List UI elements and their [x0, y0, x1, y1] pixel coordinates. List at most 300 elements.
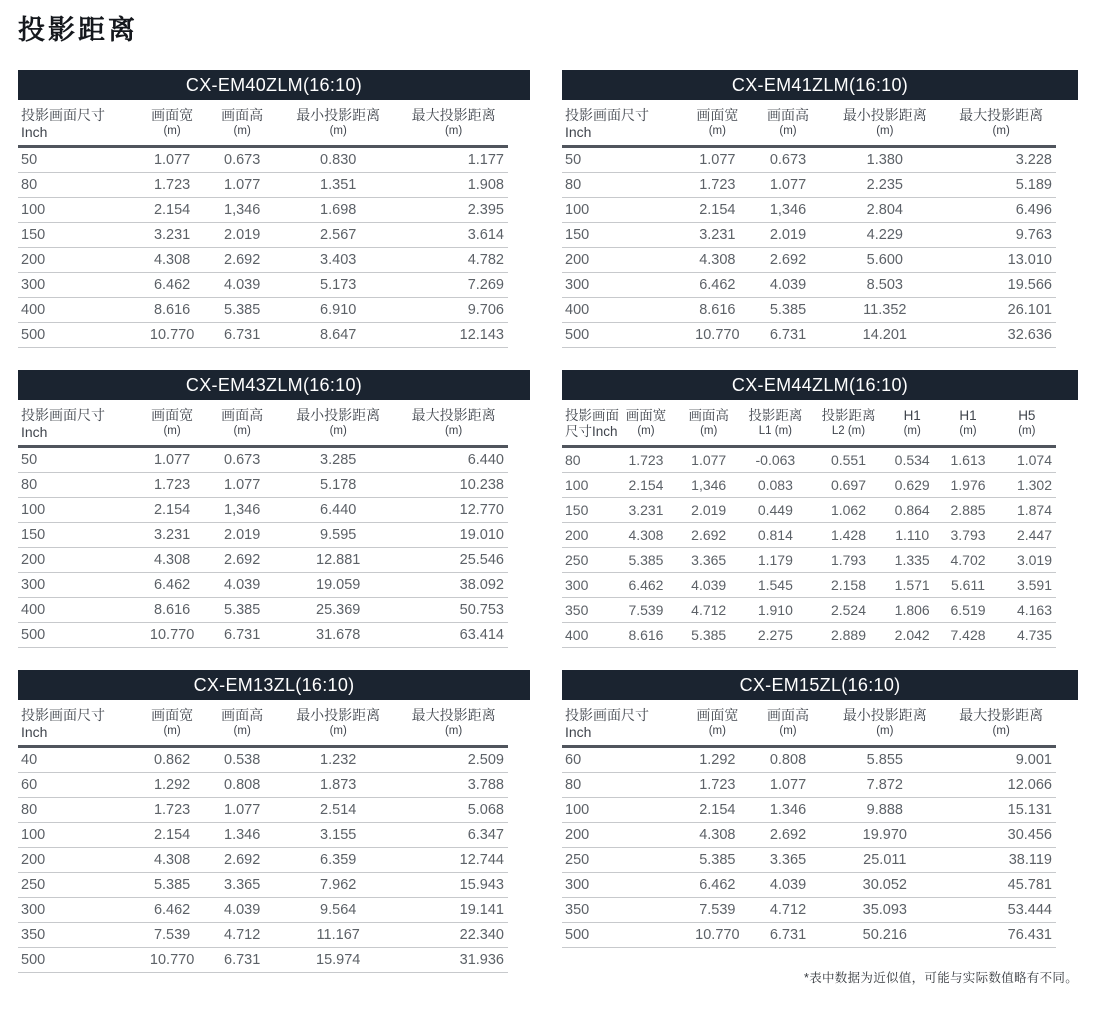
column-unit: (m) — [329, 725, 347, 738]
column-title: 画面宽 — [625, 408, 667, 424]
value-cell: 1.077 — [678, 447, 740, 473]
spec-table-cx-em41zlm — [562, 70, 1078, 348]
value-cell: 1.062 — [811, 498, 886, 523]
value-cell: 0.808 — [753, 747, 824, 773]
table-row — [18, 473, 508, 498]
column-header — [811, 400, 886, 447]
size-cell: 350 — [562, 898, 682, 923]
size-cell: 500 — [562, 923, 682, 948]
value-cell: 25.546 — [399, 548, 508, 573]
value-cell: 3.155 — [277, 823, 399, 848]
column-title: 最小投影距离 — [296, 707, 381, 724]
size-cell: 60 — [18, 773, 137, 798]
column-title: 画面宽 — [151, 407, 194, 424]
value-cell: 1.302 — [998, 473, 1056, 498]
value-cell: 1.723 — [137, 173, 207, 198]
value-cell: 1.177 — [399, 147, 508, 173]
column-title: 投影距离 — [821, 408, 876, 424]
value-cell: 1.351 — [277, 173, 399, 198]
size-cell: 80 — [18, 173, 137, 198]
table-row — [18, 747, 508, 773]
size-cell: 300 — [18, 273, 137, 298]
table-row — [562, 573, 1056, 598]
spec-table-cx-em44zlm — [562, 370, 1078, 648]
column-unit: (m) — [779, 125, 797, 138]
size-cell: 200 — [18, 248, 137, 273]
value-cell: 0.814 — [740, 523, 811, 548]
value-cell: 4.702 — [938, 548, 997, 573]
column-header-row — [562, 100, 1056, 147]
size-cell: 100 — [18, 823, 137, 848]
column-title: 投影画面尺寸 — [21, 107, 105, 124]
value-cell: 12.066 — [946, 773, 1056, 798]
table-row — [562, 823, 1056, 848]
value-cell: 4.308 — [682, 248, 753, 273]
column-unit: (m) — [329, 125, 347, 138]
value-cell: 1.346 — [753, 798, 824, 823]
table-row — [18, 898, 508, 923]
value-cell: 1.077 — [137, 447, 207, 473]
table-title-bar — [562, 70, 1078, 100]
value-cell: 1.077 — [753, 173, 824, 198]
column-unit: (m) — [876, 125, 894, 138]
table-row — [18, 273, 508, 298]
value-cell: 2.154 — [137, 498, 207, 523]
column-title: 画面宽 — [151, 707, 194, 724]
table-row — [562, 623, 1056, 648]
last-cell — [562, 670, 1078, 986]
column-header-row — [562, 700, 1056, 747]
table-row — [562, 498, 1056, 523]
tables-grid — [18, 70, 1078, 986]
spec-table-cx-em40zlm — [18, 70, 530, 348]
table-row — [18, 948, 508, 973]
column-header — [207, 700, 277, 747]
table-row — [18, 598, 508, 623]
value-cell: 3.365 — [207, 873, 277, 898]
column-title: 画面宽 — [151, 107, 194, 124]
table-row — [562, 248, 1056, 273]
value-cell: 32.636 — [946, 323, 1056, 348]
table-model-title: CX-EM44ZLM(16:10) — [731, 374, 909, 395]
size-cell: 80 — [18, 473, 137, 498]
column-header — [399, 700, 508, 747]
value-cell: 38.092 — [399, 573, 508, 598]
table-model-title: CX-EM15ZL(16:10) — [739, 674, 901, 695]
value-cell: 9.001 — [946, 747, 1056, 773]
value-cell: 1.232 — [277, 747, 399, 773]
column-unit: (m) — [700, 425, 718, 438]
column-header — [998, 400, 1056, 447]
projection-distance-table — [562, 700, 1056, 948]
size-cell: 100 — [562, 473, 614, 498]
projection-distance-table — [562, 400, 1056, 648]
value-cell: 2.042 — [886, 623, 938, 648]
value-cell: 6.731 — [207, 623, 277, 648]
value-cell: 4.039 — [207, 573, 277, 598]
column-header — [823, 100, 946, 147]
value-cell: 1.292 — [137, 773, 207, 798]
value-cell: 1.613 — [938, 447, 997, 473]
column-header — [753, 700, 824, 747]
value-cell: 4.229 — [823, 223, 946, 248]
column-unit: (m) — [959, 425, 977, 438]
table-model-title: CX-EM43ZLM(16:10) — [185, 374, 363, 395]
value-cell: 1.698 — [277, 198, 399, 223]
value-cell: 5.611 — [938, 573, 997, 598]
value-cell: 6.462 — [137, 273, 207, 298]
value-cell: 1.806 — [886, 598, 938, 623]
table-row — [562, 447, 1056, 473]
value-cell: 6.496 — [946, 198, 1056, 223]
value-cell: 6.440 — [277, 498, 399, 523]
value-cell: 9.595 — [277, 523, 399, 548]
column-header-row — [18, 100, 508, 147]
value-cell: 1.723 — [614, 447, 677, 473]
size-cell: 50 — [18, 147, 137, 173]
value-cell: 7.539 — [614, 598, 677, 623]
column-header — [277, 400, 399, 447]
value-cell: 2.154 — [614, 473, 677, 498]
value-cell: 12.881 — [277, 548, 399, 573]
column-header — [614, 400, 677, 447]
value-cell: 4.308 — [137, 548, 207, 573]
column-title: 画面高 — [221, 707, 264, 724]
value-cell: 4.712 — [207, 923, 277, 948]
value-cell: 3.228 — [946, 147, 1056, 173]
value-cell: 4.782 — [399, 248, 508, 273]
column-title: 最大投影距离 — [959, 107, 1044, 124]
column-header — [823, 700, 946, 747]
table-row — [562, 223, 1056, 248]
size-cell: 500 — [18, 623, 137, 648]
value-cell: 26.101 — [946, 298, 1056, 323]
value-cell: 1.723 — [682, 173, 753, 198]
size-cell: 400 — [18, 598, 137, 623]
value-cell: 4.308 — [614, 523, 677, 548]
value-cell: 3.788 — [399, 773, 508, 798]
column-unit: Inch — [21, 124, 48, 141]
value-cell: 19.141 — [399, 898, 508, 923]
value-cell: 4.039 — [207, 898, 277, 923]
value-cell: 4.039 — [753, 273, 824, 298]
value-cell: 15.943 — [399, 873, 508, 898]
column-unit: (m) — [708, 725, 726, 738]
table-row — [18, 498, 508, 523]
table-row — [562, 273, 1056, 298]
value-cell: 2.692 — [678, 523, 740, 548]
column-title: 画面宽 — [696, 707, 739, 724]
value-cell: 0.083 — [740, 473, 811, 498]
table-row — [562, 548, 1056, 573]
value-cell: 0.673 — [207, 447, 277, 473]
column-header — [682, 100, 753, 147]
value-cell: 5.068 — [399, 798, 508, 823]
column-unit: (m) — [779, 725, 797, 738]
table-row — [562, 848, 1056, 873]
value-cell: 0.830 — [277, 147, 399, 173]
value-cell: 6.731 — [753, 923, 824, 948]
value-cell: 6.462 — [682, 873, 753, 898]
value-cell: 5.385 — [753, 298, 824, 323]
size-cell: 200 — [18, 848, 137, 873]
column-title: 最大投影距离 — [411, 707, 496, 724]
table-row — [562, 798, 1056, 823]
value-cell: 19.010 — [399, 523, 508, 548]
size-cell: 60 — [562, 747, 682, 773]
table-row — [18, 848, 508, 873]
value-cell: 4.039 — [678, 573, 740, 598]
value-cell: 4.039 — [207, 273, 277, 298]
column-header — [18, 100, 137, 147]
value-cell: 2.692 — [207, 548, 277, 573]
value-cell: 25.011 — [823, 848, 946, 873]
table-row — [18, 447, 508, 473]
table-row — [18, 773, 508, 798]
value-cell: 1.074 — [998, 447, 1056, 473]
table-title-bar — [18, 370, 530, 400]
projection-distance-table — [18, 400, 508, 648]
column-title: 画面高 — [688, 408, 729, 424]
value-cell: 5.600 — [823, 248, 946, 273]
size-cell: 40 — [18, 747, 137, 773]
spec-table-cx-em13zl — [18, 670, 530, 973]
value-cell: 5.855 — [823, 747, 946, 773]
value-cell: 6.519 — [938, 598, 997, 623]
value-cell: 2.692 — [207, 848, 277, 873]
value-cell: 1.571 — [886, 573, 938, 598]
value-cell: 1.179 — [740, 548, 811, 573]
value-cell: 2.524 — [811, 598, 886, 623]
value-cell: 3.231 — [137, 523, 207, 548]
spec-table-cx-em43zlm — [18, 370, 530, 648]
size-cell: 350 — [562, 598, 614, 623]
value-cell: 4.712 — [753, 898, 824, 923]
column-title: 最小投影距离 — [842, 707, 927, 724]
value-cell: 2.154 — [137, 198, 207, 223]
value-cell: 6.462 — [614, 573, 677, 598]
value-cell: 0.449 — [740, 498, 811, 523]
value-cell: 2.235 — [823, 173, 946, 198]
value-cell: 2.275 — [740, 623, 811, 648]
value-cell: 30.456 — [946, 823, 1056, 848]
size-cell: 400 — [562, 623, 614, 648]
size-cell: 300 — [562, 273, 682, 298]
value-cell: 7.539 — [137, 923, 207, 948]
value-cell: 3.231 — [614, 498, 677, 523]
value-cell: 0.538 — [207, 747, 277, 773]
column-title: H5 — [1018, 408, 1036, 424]
column-unit: Inch — [565, 724, 592, 741]
value-cell: 50.216 — [823, 923, 946, 948]
column-title: 投影画面尺寸 — [21, 707, 105, 724]
value-cell: 8.616 — [614, 623, 677, 648]
value-cell: 1.335 — [886, 548, 938, 573]
value-cell: 22.340 — [399, 923, 508, 948]
size-cell: 200 — [562, 523, 614, 548]
column-header — [562, 100, 682, 147]
value-cell: 1.723 — [137, 473, 207, 498]
column-header — [678, 400, 740, 447]
size-cell: 350 — [18, 923, 137, 948]
value-cell: 2.692 — [753, 248, 824, 273]
table-row — [562, 147, 1056, 173]
value-cell: 0.534 — [886, 447, 938, 473]
value-cell: 3.019 — [998, 548, 1056, 573]
value-cell: 0.551 — [811, 447, 886, 473]
table-model-title: CX-EM13ZL(16:10) — [193, 674, 355, 695]
value-cell: 5.385 — [682, 848, 753, 873]
value-cell: 1,346 — [207, 498, 277, 523]
table-row — [562, 473, 1056, 498]
column-header — [562, 400, 619, 447]
table-model-title: CX-EM40ZLM(16:10) — [185, 74, 363, 95]
column-title: 最小投影距离 — [296, 407, 381, 424]
value-cell: 3.365 — [753, 848, 824, 873]
table-title-bar — [562, 670, 1078, 700]
value-cell: 6.462 — [137, 573, 207, 598]
value-cell: 12.770 — [399, 498, 508, 523]
column-unit: (m) — [876, 725, 894, 738]
size-cell: 250 — [562, 548, 614, 573]
column-title: 投影距离 — [748, 408, 803, 424]
value-cell: 7.872 — [823, 773, 946, 798]
value-cell: 1.908 — [399, 173, 508, 198]
value-cell: 2.395 — [399, 198, 508, 223]
value-cell: 2.019 — [678, 498, 740, 523]
value-cell: 14.201 — [823, 323, 946, 348]
value-cell: 3.365 — [678, 548, 740, 573]
size-cell: 200 — [562, 248, 682, 273]
value-cell: 6.731 — [207, 323, 277, 348]
value-cell: 4.039 — [753, 873, 824, 898]
column-title: 投影画面尺寸 — [21, 407, 105, 424]
size-cell: 400 — [18, 298, 137, 323]
column-unit: (m) — [637, 425, 655, 438]
projection-distance-table — [562, 100, 1056, 348]
table-model-title: CX-EM41ZLM(16:10) — [731, 74, 909, 95]
column-header — [277, 100, 399, 147]
table-row — [562, 747, 1056, 773]
value-cell: 1.110 — [886, 523, 938, 548]
value-cell: 7.539 — [682, 898, 753, 923]
column-title: 投影画面尺寸 — [565, 107, 649, 124]
size-cell: 150 — [18, 523, 137, 548]
value-cell: 4.308 — [137, 848, 207, 873]
value-cell: 1.380 — [823, 147, 946, 173]
value-cell: 2.154 — [682, 198, 753, 223]
value-cell: 6.731 — [753, 323, 824, 348]
table-row — [562, 773, 1056, 798]
column-header — [137, 700, 207, 747]
size-cell: 80 — [562, 173, 682, 198]
table-title-bar — [562, 370, 1078, 400]
value-cell: 13.010 — [946, 248, 1056, 273]
size-cell: 150 — [562, 498, 614, 523]
value-cell: 1.077 — [682, 147, 753, 173]
column-title: 最大投影距离 — [411, 107, 496, 124]
value-cell: 45.781 — [946, 873, 1056, 898]
value-cell: 9.564 — [277, 898, 399, 923]
column-unit: (m) — [903, 425, 921, 438]
column-title: 画面高 — [766, 707, 809, 724]
footnote: *表中数据为近似值，可能与实际数值略有不同。 — [804, 971, 1078, 986]
value-cell: 8.503 — [823, 273, 946, 298]
size-cell: 300 — [18, 573, 137, 598]
size-cell: 50 — [18, 447, 137, 473]
value-cell: 1,346 — [207, 198, 277, 223]
value-cell: 12.744 — [399, 848, 508, 873]
column-unit: (m) — [163, 125, 181, 138]
value-cell: 6.462 — [682, 273, 753, 298]
value-cell: 10.238 — [399, 473, 508, 498]
value-cell: 2.889 — [811, 623, 886, 648]
size-cell: 500 — [18, 948, 137, 973]
value-cell: 31.936 — [399, 948, 508, 973]
value-cell: 53.444 — [946, 898, 1056, 923]
column-title: H1 — [959, 408, 977, 424]
column-header-row — [562, 400, 1056, 447]
value-cell: 1.874 — [998, 498, 1056, 523]
value-cell: 2.019 — [753, 223, 824, 248]
value-cell: 11.167 — [277, 923, 399, 948]
value-cell: 4.712 — [678, 598, 740, 623]
value-cell: 10.770 — [137, 948, 207, 973]
column-header — [562, 700, 682, 747]
value-cell: 4.735 — [998, 623, 1056, 648]
table-row — [562, 598, 1056, 623]
value-cell: 2.804 — [823, 198, 946, 223]
size-cell: 500 — [18, 323, 137, 348]
value-cell: 2.154 — [682, 798, 753, 823]
value-cell: 7.962 — [277, 873, 399, 898]
projection-distance-table — [18, 700, 508, 973]
value-cell: 10.770 — [137, 323, 207, 348]
column-header — [886, 400, 938, 447]
value-cell: 3.231 — [137, 223, 207, 248]
table-row — [18, 823, 508, 848]
column-header — [946, 700, 1056, 747]
value-cell: 1.873 — [277, 773, 399, 798]
size-cell: 100 — [18, 498, 137, 523]
value-cell: 1.793 — [811, 548, 886, 573]
value-cell: 6.731 — [207, 948, 277, 973]
value-cell: 5.385 — [614, 548, 677, 573]
column-title: 投影画面 — [565, 408, 619, 424]
table-row — [562, 923, 1056, 948]
value-cell: 0.697 — [811, 473, 886, 498]
value-cell: 11.352 — [823, 298, 946, 323]
column-title: 最小投影距离 — [296, 107, 381, 124]
value-cell: 2.509 — [399, 747, 508, 773]
value-cell: 50.753 — [399, 598, 508, 623]
value-cell: 2.514 — [277, 798, 399, 823]
column-header — [18, 400, 137, 447]
column-title: H1 — [903, 408, 921, 424]
value-cell: 2.692 — [207, 248, 277, 273]
column-unit: (m) — [233, 125, 251, 138]
value-cell: 5.173 — [277, 273, 399, 298]
column-unit: Inch — [565, 124, 592, 141]
value-cell: 2.019 — [207, 223, 277, 248]
table-row — [18, 523, 508, 548]
value-cell: 7.269 — [399, 273, 508, 298]
column-unit: L1 (m) — [758, 425, 792, 438]
value-cell: 76.431 — [946, 923, 1056, 948]
size-cell: 80 — [18, 798, 137, 823]
column-header — [137, 400, 207, 447]
value-cell: 0.629 — [886, 473, 938, 498]
